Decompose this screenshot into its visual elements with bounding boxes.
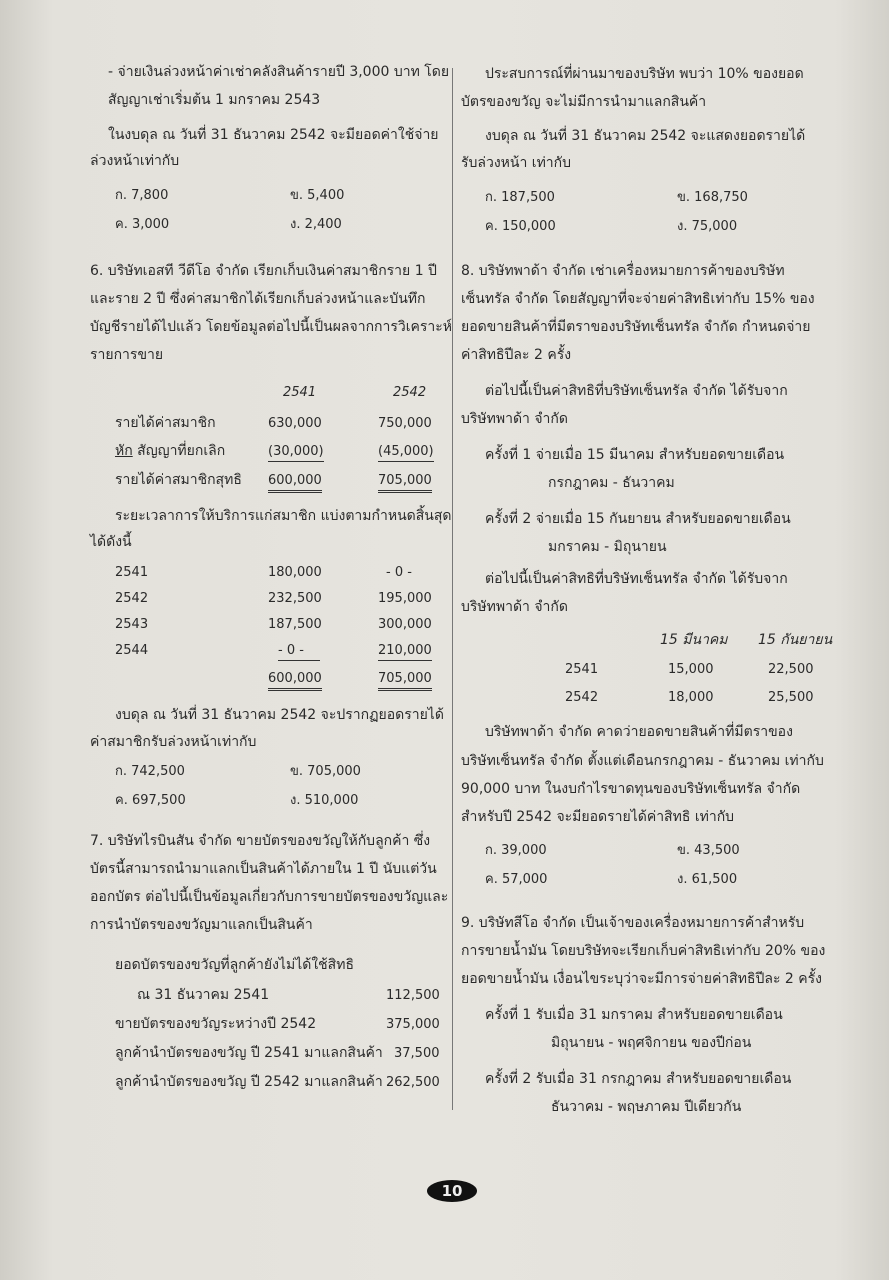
question-text: งบดุล ณ วันที่ 31 ธันวาคม 2542 จะปรากฏยอดรายได้	[115, 707, 444, 723]
gift-value: 262,500	[386, 1075, 440, 1090]
choice-b: ข. 705,000	[290, 764, 361, 779]
choice-c: ค. 3,000	[115, 217, 170, 232]
period-year: 2542	[115, 591, 149, 606]
choice-c: ค. 150,000	[485, 219, 556, 234]
period-total: 600,000	[268, 670, 322, 691]
question-9-text: 9. บริษัทสีโอ จำกัด เป็นเจ้าของเครื่องหมายการค้าสำหรับ	[461, 915, 805, 931]
choice-b: ข. 43,500	[677, 843, 740, 858]
choice-d: ง. 61,500	[677, 872, 738, 887]
period-value: 195,000	[378, 591, 432, 606]
gift-label: ขายบัตรของขวัญระหว่างปี 2542	[115, 1016, 317, 1032]
text-line: 90,000 บาท ในงบกำไรขาดทุนของบริษัทเซ็นทรัล จำกัด	[461, 781, 801, 797]
year-header: 2542	[393, 385, 427, 400]
choice-d: ง. 75,000	[677, 219, 738, 234]
choice-c: ค. 57,000	[485, 872, 548, 887]
choice-c: ค. 697,500	[115, 793, 186, 808]
period-value: 180,000	[268, 565, 322, 580]
period-total: 705,000	[378, 670, 432, 691]
question-9-text: ยอดขายน้ำมัน เงื่อนไขระบุว่าจะมีการจ่ายค่าสิทธิปีละ 2 ครั้ง	[461, 971, 823, 987]
column-divider	[452, 68, 453, 1110]
row-label: รายได้ค่าสมาชิก	[115, 415, 216, 431]
royalty-value: 18,000	[668, 690, 714, 705]
question-8-text: 8. บริษัทพาด้า จำกัด เช่าเครื่องหมายการค้าของบริษัท	[461, 263, 785, 279]
question-text: ล่วงหน้าเท่ากับ	[90, 153, 180, 169]
installment-text: มิถุนายน - พฤศจิกายน ของปีก่อน	[551, 1035, 752, 1051]
choice-a: ก. 742,500	[115, 764, 185, 779]
choice-d: ง. 2,400	[290, 217, 342, 232]
royalty-value: 22,500	[768, 662, 814, 677]
royalty-value: 25,500	[768, 690, 814, 705]
choice-a: ก. 7,800	[115, 188, 169, 203]
text-line: - จ่ายเงินล่วงหน้าค่าเช่าคลังสินค้ารายปี 3,000 บาท โดย	[108, 64, 450, 80]
less-label: หัก	[115, 443, 133, 459]
row-label	[115, 442, 225, 460]
question-8-text: ต่อไปนี้เป็นค่าสิทธิที่บริษัทเซ็นทรัล จำกัด ได้รับจาก	[485, 383, 788, 399]
choice-b: ข. 168,750	[677, 190, 748, 205]
installment-text: มกราคม - มิถุนายน	[548, 539, 667, 555]
text-line: บริษัทพาด้า จำกัด คาดว่ายอดขายสินค้าที่มีตราของ	[485, 724, 793, 740]
question-6-text: บัญชีรายได้ไปแล้ว โดยข้อมูลต่อไปนี้เป็นผลจากการวิเคราะห์	[90, 319, 453, 335]
period-year: 2544	[115, 643, 149, 658]
period-value: 187,500	[268, 617, 322, 632]
period-value: 210,000	[378, 642, 432, 661]
period-year: 2543	[115, 617, 149, 632]
choice-a: ก. 187,500	[485, 190, 555, 205]
installment-text: กรกฎาคม - ธันวาคม	[548, 475, 675, 491]
row-label: รายได้ค่าสมาชิกสุทธิ	[115, 472, 242, 488]
question-8-text: ค่าสิทธิปีละ 2 ครั้ง	[461, 347, 572, 363]
page-number: 10	[427, 1180, 477, 1202]
question-6-text: และราย 2 ปี ซึ่งค่าสมาชิกได้เรียกเก็บล่วงหน้าและบันทึก	[90, 291, 426, 307]
value-cell: 600,000	[268, 472, 322, 493]
value-cell: 705,000	[378, 472, 432, 493]
text-line: บริษัทเซ็นทรัล จำกัด ตั้งแต่เดือนกรกฎาคม - ธันวาคม เท่ากับ	[461, 753, 824, 769]
question-7-text: บัตรนี้สามารถนำมาแลกเป็นสินค้าได้ภายใน 1 ปี นับแต่วัน	[90, 861, 437, 877]
royalty-value: 15,000	[668, 662, 714, 677]
text-line: ได้ดังนี้	[90, 534, 132, 550]
text-line: ประสบการณ์ที่ผ่านมาของบริษัท พบว่า 10% ของยอด	[485, 66, 804, 82]
text-line: สำหรับปี 2542 จะมียอดรายได้ค่าสิทธิ เท่ากับ	[461, 809, 735, 825]
question-7-text: การนำบัตรของขวัญมาแลกเป็นสินค้า	[90, 917, 313, 933]
column-header: 15 กันยายน	[758, 632, 833, 648]
question-8-text: บริษัทพาด้า จำกัด	[461, 411, 568, 427]
gift-value: 112,500	[386, 988, 440, 1003]
royalty-year: 2541	[565, 662, 599, 677]
year-header: 2541	[283, 385, 317, 400]
question-6-text: 6. บริษัทเอสที วีดีโอ จำกัด เรียกเก็บเงินค่าสมาชิกราย 1 ปี	[90, 263, 437, 279]
royalty-year: 2542	[565, 690, 599, 705]
value-cell: (45,000)	[378, 443, 434, 462]
gift-value: 37,500	[394, 1046, 440, 1061]
installment-text: ครั้งที่ 1 รับเมื่อ 31 มกราคม สำหรับยอดขายเดือน	[485, 1007, 783, 1023]
question-text: งบดุล ณ วันที่ 31 ธันวาคม 2542 จะแสดงยอดรายได้	[485, 128, 806, 144]
installment-text: ครั้งที่ 2 รับเมื่อ 31 กรกฎาคม สำหรับยอดขายเดือน	[485, 1071, 792, 1087]
question-text: ในงบดุล ณ วันที่ 31 ธันวาคม 2542 จะมียอดค่าใช้จ่าย	[108, 127, 439, 143]
installment-text: ครั้งที่ 2 จ่ายเมื่อ 15 กันยายน สำหรับยอดขายเดือน	[485, 511, 791, 527]
question-7-text: ออกบัตร ต่อไปนี้เป็นข้อมูลเกี่ยวกับการขายบัตรของขวัญและ	[90, 889, 449, 905]
installment-text: ธันวาคม - พฤษภาคม ปีเดียวกัน	[551, 1099, 742, 1115]
period-value: 232,500	[268, 591, 322, 606]
question-8-text: เซ็นทรัล จำกัด โดยสัญญาที่จะจ่ายค่าสิทธิเท่ากับ 15% ของ	[461, 291, 815, 307]
text-line: บริษัทพาด้า จำกัด	[461, 599, 568, 615]
question-text: รับล่วงหน้า เท่ากับ	[461, 155, 572, 171]
installment-text: ครั้งที่ 1 จ่ายเมื่อ 15 มีนาคม สำหรับยอดขายเดือน	[485, 447, 785, 463]
choice-a: ก. 39,000	[485, 843, 547, 858]
period-value: 300,000	[378, 617, 432, 632]
period-value: - 0 -	[278, 642, 320, 661]
text-line: ต่อไปนี้เป็นค่าสิทธิที่บริษัทเซ็นทรัล จำกัด ได้รับจาก	[485, 571, 788, 587]
value-cell: 750,000	[378, 416, 432, 431]
text-line: บัตรของขวัญ จะไม่มีการนำมาแลกสินค้า	[461, 94, 707, 110]
choice-b: ข. 5,400	[290, 188, 345, 203]
period-value: - 0 -	[386, 565, 412, 580]
choice-d: ง. 510,000	[290, 793, 359, 808]
question-7-text: 7. บริษัทไรบินสัน จำกัด ขายบัตรของขวัญให้กับลูกค้า ซึ่ง	[90, 833, 431, 849]
less-rest: สัญญาที่ยกเลิก	[132, 443, 226, 459]
column-header: 15 มีนาคม	[660, 632, 728, 648]
text-line: ระยะเวลาการให้บริการแก่สมาชิก แบ่งตามกำหนดสิ้นสุด	[115, 508, 452, 524]
gift-label: ลูกค้านำบัตรของขวัญ ปี 2542 มาแลกสินค้า	[115, 1074, 383, 1090]
gift-label: ยอดบัตรของขวัญที่ลูกค้ายังไม่ได้ใช้สิทธิ	[115, 957, 354, 973]
text-line: สัญญาเช่าเริ่มต้น 1 มกราคม 2543	[108, 92, 321, 108]
gift-label: ลูกค้านำบัตรของขวัญ ปี 2541 มาแลกสินค้า	[115, 1045, 383, 1061]
question-text: ค่าสมาชิกรับล่วงหน้าเท่ากับ	[90, 734, 257, 750]
gift-value: 375,000	[386, 1017, 440, 1032]
value-cell: 630,000	[268, 416, 322, 431]
question-9-text: การขายน้ำมัน โดยบริษัทจะเรียกเก็บค่าสิทธิเท่ากับ 20% ของ	[461, 943, 826, 959]
question-6-text: รายการขาย	[90, 347, 164, 363]
period-year: 2541	[115, 565, 149, 580]
gift-label: ณ 31 ธันวาคม 2541	[137, 987, 270, 1003]
question-8-text: ยอดขายสินค้าที่มีตราของบริษัทเซ็นทรัล จำกัด กำหนดจ่าย	[461, 319, 811, 335]
value-cell: (30,000)	[268, 443, 324, 462]
